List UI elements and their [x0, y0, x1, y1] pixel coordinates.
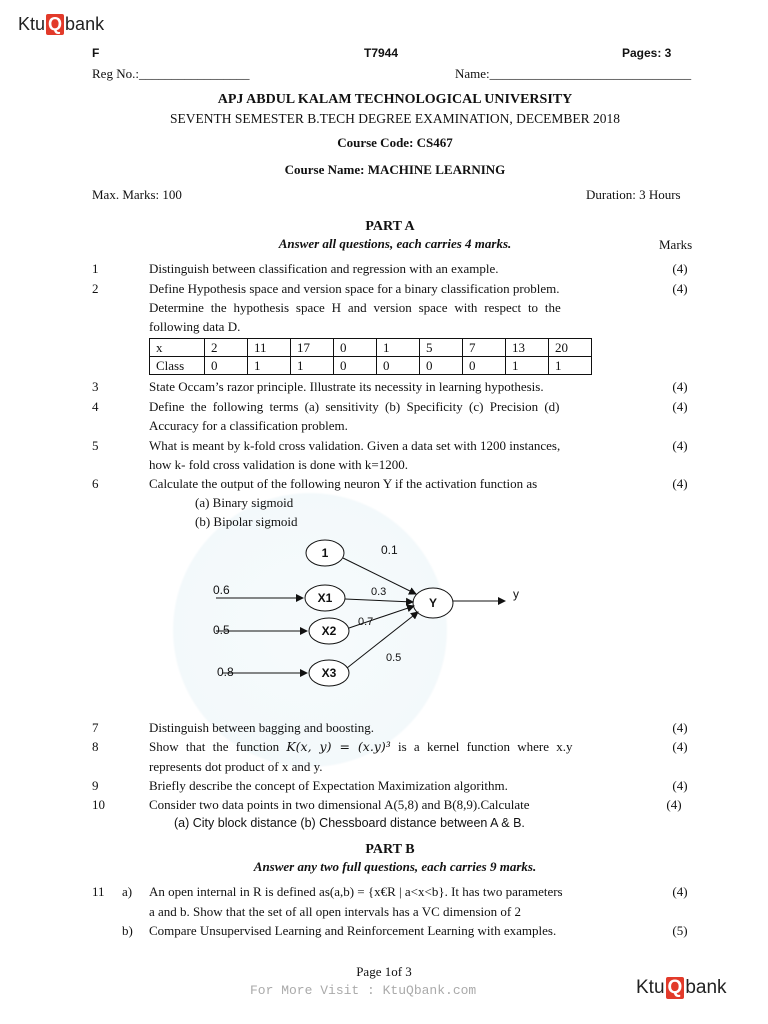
table-cell: 2 — [205, 339, 248, 357]
table-cell: 17 — [291, 339, 334, 357]
page-count: Pages: 3 — [622, 46, 672, 60]
q-text: Consider two data points in two dimensional A(5,8) and B(8,9).Calculate — [149, 797, 530, 812]
brand-logo-top[interactable] — [18, 14, 104, 35]
question-1 — [92, 261, 716, 281]
q-number: 2 — [92, 281, 99, 296]
table-cell: 0 — [420, 357, 463, 375]
table-cell: 7 — [463, 339, 506, 357]
q-text: Show that the function — [149, 739, 280, 754]
brand-q: Q — [667, 977, 683, 998]
visit-link[interactable]: For More Visit : KtuQbank.com — [250, 983, 477, 998]
q-number: 6 — [92, 476, 99, 491]
q-marks: (4) — [672, 720, 688, 735]
output-label: y — [513, 587, 519, 601]
brand-pre: Ktu — [18, 14, 46, 34]
weight-label: 0.1 — [381, 543, 398, 557]
q-number: 1 — [92, 261, 99, 276]
table-cell: 1 — [377, 339, 420, 357]
question-11a — [92, 884, 716, 924]
q-number: 3 — [92, 379, 99, 394]
q-marks: (4) — [672, 476, 688, 491]
page-number: Page 1of 3 — [356, 964, 412, 979]
q-text-line3: following data D. — [149, 319, 241, 334]
brand-post: bank — [685, 977, 727, 998]
neuron-diagram — [200, 532, 540, 692]
weight-label: 0.3 — [371, 586, 387, 598]
table-cell: 11 — [248, 339, 291, 357]
q-marks: (5) — [672, 923, 688, 938]
duration: Duration: 3 Hours — [586, 187, 681, 202]
q-text: Define Hypothesis space and version space for a binary classification problem. — [149, 281, 560, 296]
question-2 — [92, 281, 716, 339]
bias-node-label: 1 — [321, 546, 329, 560]
paper-code: T7944 — [364, 46, 399, 60]
weight-label: 0.7 — [358, 616, 374, 628]
brand-post: bank — [65, 14, 105, 34]
weight-label: 0.5 — [386, 652, 402, 664]
table-cell: x — [150, 339, 205, 357]
input-value: 0.8 — [217, 665, 234, 679]
q-text-line2: how k- fold cross validation is done with k=1200. — [149, 457, 408, 472]
table-row — [150, 339, 592, 357]
part-a-instructions: Answer all questions, each carries 4 marks. — [278, 236, 512, 251]
q-option-b: (b) Bipolar sigmoid — [195, 514, 298, 529]
q-text-line2: (a) City block distance (b) Chessboard distance between A & B. — [174, 816, 525, 830]
question-4 — [92, 399, 716, 437]
course-name: Course Name: MACHINE LEARNING — [284, 162, 506, 177]
q-text: State Occam’s razor principle. Illustrate its necessity in learning hypothesis. — [149, 379, 544, 394]
name-field: Name:_______________________________ — [455, 66, 692, 81]
input-value: 0.6 — [213, 583, 230, 597]
brand-logo-bottom[interactable] — [636, 977, 727, 999]
question-8 — [92, 739, 716, 779]
table-cell: 13 — [506, 339, 549, 357]
q-text: An open internal in R is defined as(a,b) = {x€R | a<x<b}. It has two parameters — [149, 884, 563, 899]
output-node-label: Y — [428, 596, 438, 610]
part-b-title: PART B — [365, 842, 415, 857]
q-number: 5 — [92, 438, 99, 453]
table-cell: 20 — [549, 339, 592, 357]
set-code: F — [92, 46, 100, 60]
q-text: Compare Unsupervised Learning and Reinforcement Learning with examples. — [149, 923, 557, 938]
q-text-line2: a and b. Show that the set of all open intervals has a VC dimension of 2 — [149, 904, 521, 919]
course-code: Course Code: CS467 — [337, 135, 453, 150]
q-marks: (4) — [672, 399, 688, 414]
q-text: Define the following terms (a) sensitivity (b) Specificity (c) Precision (d) — [149, 399, 560, 414]
university-title: APJ ABDUL KALAM TECHNOLOGICAL UNIVERSITY — [217, 92, 573, 107]
q-marks: (4) — [672, 438, 688, 453]
exam-title: SEVENTH SEMESTER B.TECH DEGREE EXAMINATION, DECEMBER 2018 — [170, 111, 620, 126]
q-number: 8 — [92, 739, 99, 754]
q-subpart: b) — [122, 923, 133, 938]
q-formula: K(x, y) = (x.y)³ — [286, 739, 391, 754]
table-cell: 0 — [334, 357, 377, 375]
q-number: 10 — [92, 797, 105, 812]
q-text: Calculate the output of the following neuron Y if the activation function as — [149, 476, 538, 491]
q-option-a: (a) Binary sigmoid — [195, 495, 294, 510]
edge-w1 — [345, 599, 413, 602]
table-cell: 5 — [420, 339, 463, 357]
x3-label: X3 — [321, 666, 337, 680]
q-text: Distinguish between bagging and boosting. — [149, 720, 374, 735]
table-cell: Class — [150, 357, 205, 375]
question-3 — [92, 379, 716, 399]
table-row — [150, 357, 592, 375]
q-text: Distinguish between classification and regression with an example. — [149, 261, 499, 276]
x2-label: X2 — [321, 624, 337, 638]
table-cell: 0 — [377, 357, 420, 375]
part-a-title: PART A — [365, 219, 415, 234]
q-marks: (4) — [672, 281, 688, 296]
q-marks: (4) — [672, 379, 688, 394]
q-number: 11 — [92, 884, 105, 899]
question-10 — [92, 797, 716, 835]
marks-label: Marks — [659, 237, 693, 252]
q-number: 4 — [92, 399, 99, 414]
table-cell: 0 — [205, 357, 248, 375]
part-b-instructions: Answer any two full questions, each carries 9 marks. — [253, 859, 537, 874]
q-marks: (4) — [672, 778, 688, 793]
max-marks: Max. Marks: 100 — [92, 187, 182, 202]
question-11b — [92, 923, 716, 943]
table-cell: 1 — [248, 357, 291, 375]
brand-q: Q — [48, 14, 63, 34]
q-marks: (4) — [672, 261, 688, 276]
table-cell: 1 — [506, 357, 549, 375]
question-9 — [92, 778, 716, 798]
q-subpart: a) — [122, 884, 133, 899]
q-text-tail: is a kernel function where x.y — [398, 739, 573, 754]
q-marks: (4) — [666, 797, 682, 812]
table-cell: 1 — [291, 357, 334, 375]
table-cell: 0 — [463, 357, 506, 375]
x1-label: X1 — [317, 591, 333, 605]
table-cell: 1 — [549, 357, 592, 375]
question-6 — [92, 476, 716, 534]
q-marks: (4) — [672, 884, 688, 899]
input-value: 0.5 — [213, 623, 230, 637]
data-table — [149, 338, 592, 375]
q-text: Briefly describe the concept of Expectation Maximization algorithm. — [149, 778, 508, 793]
q-text-line2: Accuracy for a classification problem. — [149, 418, 348, 433]
q-text-line2: Determine the hypothesis space H and version space with respect to the — [149, 300, 561, 315]
question-7 — [92, 720, 716, 740]
q-text: What is meant by k-fold cross validation. Given a data set with 1200 instances, — [149, 438, 561, 453]
reg-no-field: Reg No.:_________________ — [92, 66, 250, 81]
brand-pre: Ktu — [636, 977, 665, 998]
q-text-line2: represents dot product of x and y. — [149, 759, 323, 774]
q-marks: (4) — [672, 739, 688, 754]
q-number: 7 — [92, 720, 99, 735]
question-5 — [92, 438, 716, 476]
q-number: 9 — [92, 778, 99, 793]
table-cell: 0 — [334, 339, 377, 357]
